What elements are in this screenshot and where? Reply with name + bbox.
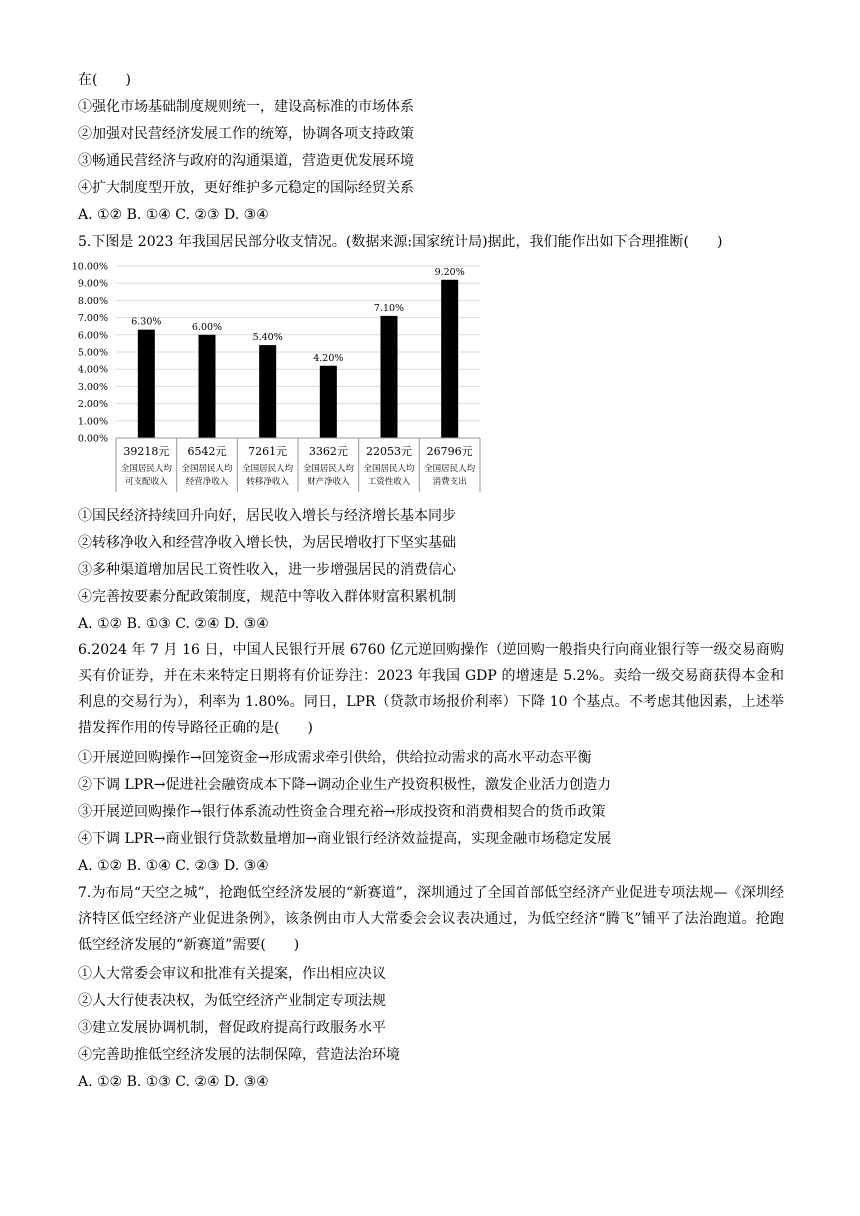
data-label: 7.10%	[373, 302, 405, 314]
chart-gridlines	[116, 266, 480, 438]
category-label: 全国居民人均	[242, 464, 294, 474]
bar	[259, 345, 276, 438]
bar-chart	[68, 256, 488, 496]
q5-option-4: ④完善按要素分配政策制度，规范中等收入群体财富积累机制	[78, 589, 456, 605]
q5-option-1: ①国民经济持续回升向好，居民收入增长与经济增长基本同步	[78, 508, 456, 524]
y-tick-label: 4.00%	[77, 364, 108, 376]
category-amount: 7261元	[248, 445, 288, 458]
q6-stem: 6.2024 年 7 月 16 日，中国人民银行开展 6760 亿元逆回购操作（逆回购一般指央行向商业银行等一级交易商购买有价证券，并在未来特定日期将有价证券注：2023 年我国 GDP 的增速是 5.2%。卖给一级交易商获得本金和利息的交易行为），利率为 1.80%。同日，LPR（贷款市场报价利率）下降 10 个基点。不考虑其他因素，上述举措发挥作用的传导路径正确的是( )	[78, 642, 784, 736]
y-tick-label: 6.00%	[77, 330, 108, 342]
q4-option-4: ④扩大制度型开放，更好维护多元稳定的国际经贸关系	[78, 180, 414, 196]
chart-category-table	[116, 438, 480, 492]
category-label: 转移净收入	[246, 477, 289, 487]
bar	[138, 330, 155, 438]
bar	[381, 316, 398, 438]
category-amount: 39218元	[123, 445, 170, 458]
q5-option-3: ③多种渠道增加居民工资性收入，进一步增强居民的消费信心	[78, 562, 456, 578]
q6-option-4: ④下调 LPR→商业银行贷款数量增加→商业银行经济效益提高，实现金融市场稳定发展	[78, 831, 612, 847]
category-amount: 26796元	[426, 445, 473, 458]
category-label: 全国居民人均	[181, 464, 233, 474]
category-amount: 22053元	[366, 445, 412, 458]
data-label: 5.40%	[252, 332, 283, 344]
category-label: 全国居民人均	[120, 464, 172, 474]
chart-value-labels	[131, 267, 465, 364]
q4-option-3: ③畅通民营经济与政府的沟通渠道，营造更优发展环境	[78, 153, 414, 169]
category-label: 工资性收入	[367, 477, 411, 487]
data-label: 4.20%	[313, 352, 344, 364]
q4-option-1: ①强化市场基础制度规则统一，建设高标准的市场体系	[78, 99, 414, 115]
q4-option-2: ②加强对民营经济发展工作的统筹，协调各项支持政策	[78, 126, 414, 142]
data-label: 6.00%	[191, 321, 223, 333]
q6-option-3: ③开展逆回购操作→银行体系流动性资金合理充裕→形成投资和消费相契合的货币政策	[78, 804, 606, 820]
category-label: 全国居民人均	[302, 464, 354, 474]
bar	[320, 366, 337, 438]
category-amount: 6542元	[187, 445, 227, 458]
q6-option-2: ②下调 LPR→促进社会融资成本下降→调动企业生产投资积极性，激发企业活力创造力	[78, 777, 612, 793]
y-tick-label: 8.00%	[77, 295, 108, 307]
q6-option-1: ①开展逆回购操作→回笼资金→形成需求牵引供给，供给拉动需求的高水平动态平衡	[78, 750, 592, 766]
q4-answer-choices: A. ①② B. ①④ C. ②③ D. ③④	[78, 207, 269, 223]
q7-option-3: ③建立发展协调机制，督促政府提高行政服务水平	[78, 1020, 386, 1036]
q7-option-4: ④完善助推低空经济发展的法制保障，营造法治环境	[78, 1047, 400, 1063]
chart-y-axis	[72, 262, 108, 445]
q5-stem: 5.下图是 2023 年我国居民部分收支情况。(数据来源:国家统计局)据此，我们能作出如下合理推断( )	[78, 234, 723, 250]
category-amount: 3362元	[308, 445, 348, 458]
category-label: 可支配收入	[125, 477, 168, 487]
category-label: 消费支出	[432, 477, 467, 487]
q5-option-2: ②转移净收入和经营净收入增长快，为居民增收打下坚实基础	[78, 535, 456, 551]
q7-answer-choices: A. ①② B. ①③ C. ②④ D. ③④	[78, 1074, 269, 1090]
y-tick-label: 3.00%	[77, 381, 108, 393]
chart-bars	[138, 280, 458, 438]
y-tick-label: 1.00%	[77, 416, 108, 428]
category-label: 财产净收入	[307, 477, 350, 487]
y-tick-label: 9.00%	[77, 278, 108, 290]
y-tick-label: 7.00%	[77, 313, 108, 325]
bar	[199, 335, 216, 438]
data-label: 6.30%	[131, 316, 162, 328]
y-tick-label: 10.00%	[71, 261, 108, 273]
q4-stem-tail: 在( )	[78, 72, 131, 88]
category-label: 全国居民人均	[424, 464, 476, 474]
category-label: 经营净收入	[185, 477, 229, 487]
data-label: 9.20%	[434, 266, 465, 278]
bar	[441, 280, 458, 438]
q5-answer-choices: A. ①② B. ①③ C. ②④ D. ③④	[78, 616, 269, 632]
y-tick-label: 5.00%	[77, 347, 108, 359]
y-tick-label: 2.00%	[77, 399, 108, 411]
q7-stem: 7.为布局“天空之城”，抢跑低空经济发展的“新赛道”，深圳通过了全国首部低空经济产业促进专项法规—《深圳经济特区低空经济产业促进条例》，该条例由市人大常委会会议表决通过，为低空经济“腾飞”铺平了法治跑道。抢跑低空经济发展的“新赛道”需要( )	[78, 885, 784, 953]
y-tick-label: 0.00%	[77, 433, 108, 445]
q7-option-2: ②人大行使表决权，为低空经济产业制定专项法规	[78, 993, 386, 1009]
category-label: 全国居民人均	[363, 464, 415, 474]
q6-answer-choices: A. ①② B. ①④ C. ②③ D. ③④	[78, 858, 269, 874]
q7-option-1: ①人大常委会审议和批准有关提案，作出相应决议	[78, 966, 386, 982]
